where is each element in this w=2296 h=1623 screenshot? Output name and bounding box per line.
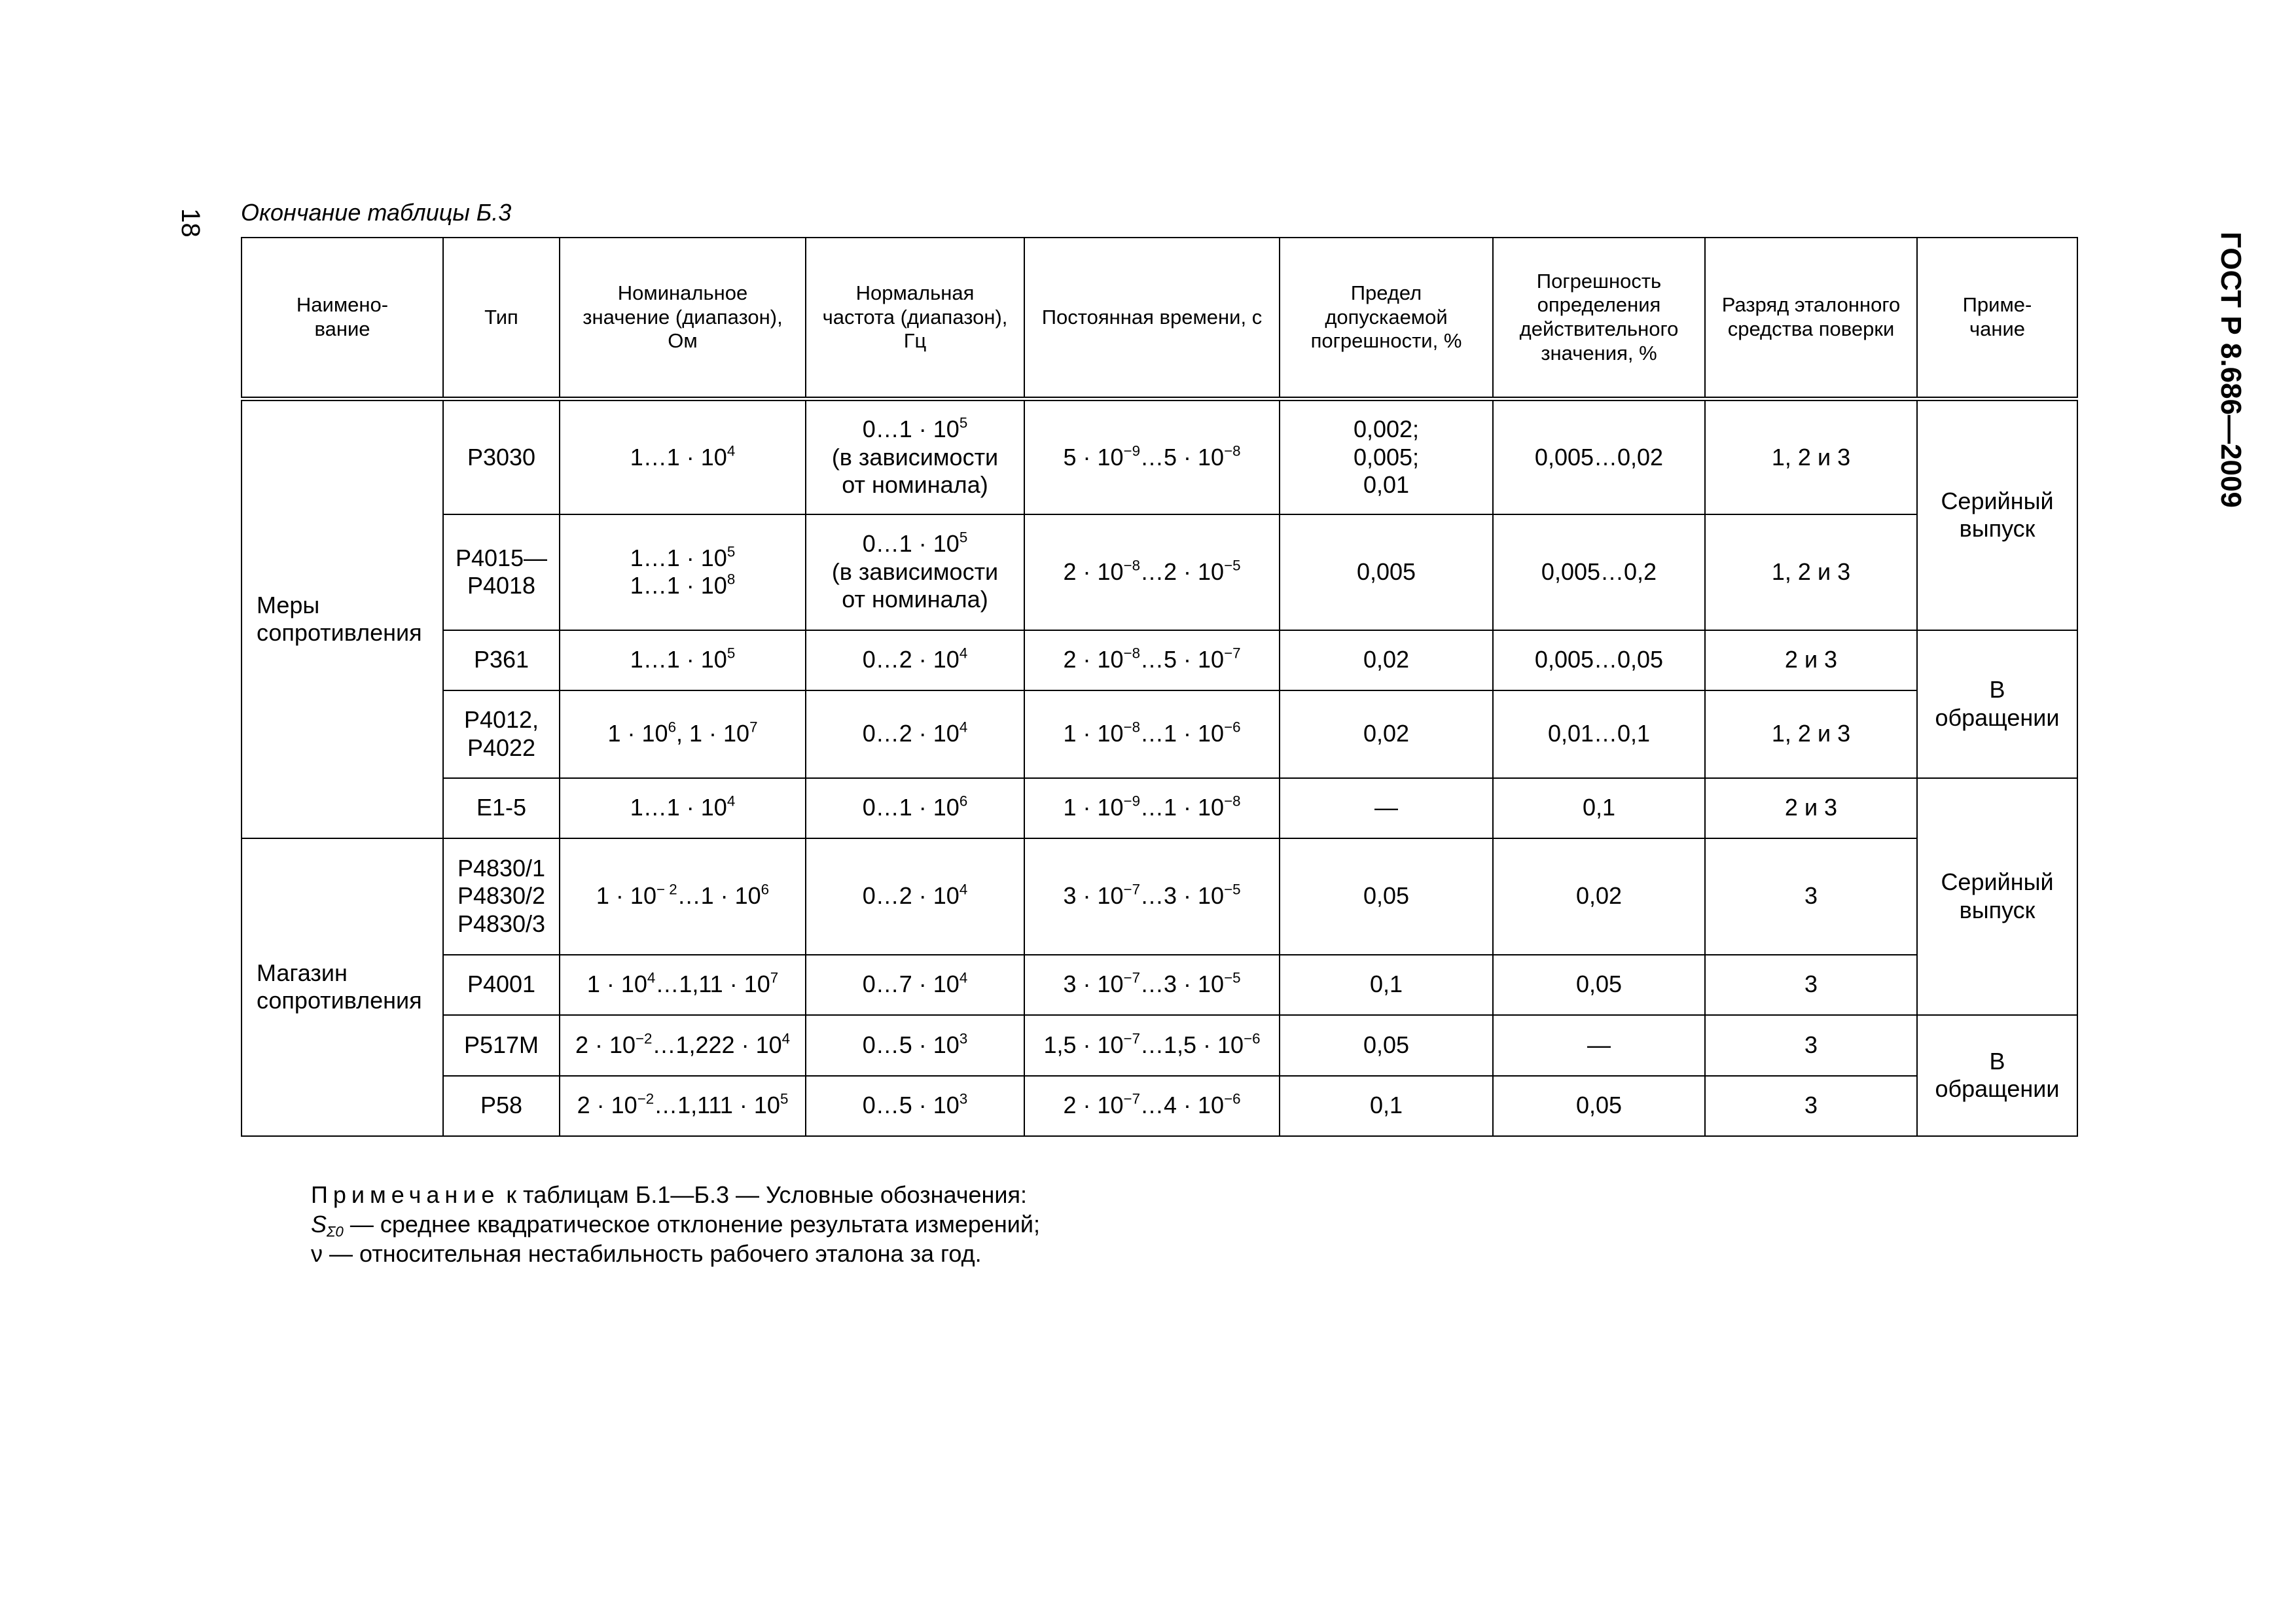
cell-type: Р361 — [443, 630, 560, 690]
cell-type: Р58 — [443, 1076, 560, 1136]
cell-error: 0,005…0,2 — [1493, 514, 1705, 630]
table-row — [242, 514, 2077, 630]
note-line-1 — [311, 1209, 1040, 1239]
cell-type: Р4012, Р4022 — [443, 690, 560, 778]
cell-limit: — — [1280, 778, 1493, 838]
col-header: Разряд эталонного средства поверки — [1705, 238, 1917, 399]
cell-remark: Серийный выпуск — [1917, 778, 2077, 1015]
table-row — [242, 690, 2077, 778]
cell-nominal: 1…1 · $10^5$ 1…1 · $10^8$ — [560, 514, 806, 630]
cell-type: Р4001 — [443, 955, 560, 1015]
note-label: Примечание — [311, 1181, 500, 1208]
cell-nominal: $2 \cdot 10^{-2}\dots 1,111 \cdot 10^5$ — [560, 1076, 806, 1136]
group-name: Меры сопротивления — [242, 399, 443, 838]
table-row — [242, 955, 2077, 1015]
cell-type: Р517М — [443, 1015, 560, 1076]
cell-nominal: 1…1 · $10^4$ — [560, 399, 806, 514]
table-row — [242, 1076, 2077, 1136]
cell-frequency: 0…1 · $10^5$ (в зависимости от номинала) — [806, 399, 1024, 514]
table-row — [242, 630, 2077, 690]
cell-limit: 0,02 — [1280, 690, 1493, 778]
note-text-1: — среднее квадратическое отклонение результата измерений; — [343, 1211, 1041, 1238]
cell-error: 0,01…0,1 — [1493, 690, 1705, 778]
col-header: Приме- чание — [1917, 238, 2077, 399]
table-caption: Окончание таблицы Б.3 — [241, 199, 512, 226]
note-symbol: $S_{\Sigma 0}$ — [311, 1211, 344, 1240]
cell-frequency: 0…7 · $10^4$ — [806, 955, 1024, 1015]
document-code: ГОСТ Р 8.686—2009 — [2215, 232, 2247, 508]
table-note — [311, 1180, 1040, 1268]
cell-time-constant: $2 \cdot 10^{-8}\dots 5 \cdot 10^{-7}$ — [1024, 630, 1280, 690]
cell-limit: 0,02 — [1280, 630, 1493, 690]
cell-error: 0,005…0,02 — [1493, 399, 1705, 514]
header-row — [242, 238, 2077, 399]
col-header: Постоянная времени, с — [1024, 238, 1280, 399]
cell-nominal: $1 \cdot 10^{- 2}\dots 1 \cdot 10^6$ — [560, 838, 806, 955]
cell-type: Е1-5 — [443, 778, 560, 838]
cell-grade: 1, 2 и 3 — [1705, 690, 1917, 778]
page-number: 18 — [175, 208, 205, 238]
cell-grade: 3 — [1705, 1076, 1917, 1136]
cell-error: — — [1493, 1015, 1705, 1076]
cell-remark: В обращении — [1917, 630, 2077, 778]
col-header: Предел допускаемой погрешности, % — [1280, 238, 1493, 399]
cell-frequency: 0…2 · $10^4$ — [806, 690, 1024, 778]
cell-error: 0,1 — [1493, 778, 1705, 838]
cell-frequency: 0…1 · $10^6$ — [806, 778, 1024, 838]
note-intro: к таблицам Б.1—Б.3 — Условные обозначения: — [499, 1181, 1027, 1208]
cell-limit: 0,1 — [1280, 955, 1493, 1015]
col-header: Тип — [443, 238, 560, 399]
cell-type: Р4015— Р4018 — [443, 514, 560, 630]
cell-grade: 3 — [1705, 1015, 1917, 1076]
cell-frequency: 0…2 · $10^4$ — [806, 838, 1024, 955]
cell-limit: 0,05 — [1280, 1015, 1493, 1076]
col-header: Наимено- вание — [242, 238, 443, 399]
cell-limit: 0,05 — [1280, 838, 1493, 955]
cell-error: 0,05 — [1493, 955, 1705, 1015]
cell-frequency: 0…1 · $10^5$ (в зависимости от номинала) — [806, 514, 1024, 630]
cell-time-constant: $5 \cdot 10^{-9}\dots 5 \cdot 10^{-8}$ — [1024, 399, 1280, 514]
cell-time-constant: $1 \cdot 10^{-8}\dots 1 \cdot 10^{-6}$ — [1024, 690, 1280, 778]
cell-limit: 0,005 — [1280, 514, 1493, 630]
cell-time-constant: $3 \cdot 10^{-7}\dots 3 \cdot 10^{-5}$ — [1024, 955, 1280, 1015]
cell-time-constant: $2 \cdot 10^{-7}\dots 4 \cdot 10^{-6}$ — [1024, 1076, 1280, 1136]
cell-error: 0,005…0,05 — [1493, 630, 1705, 690]
col-header: Нормальная частота (диапазон), Гц — [806, 238, 1024, 399]
table-row — [242, 778, 2077, 838]
cell-grade: 1, 2 и 3 — [1705, 514, 1917, 630]
cell-grade: 3 — [1705, 955, 1917, 1015]
cell-error: 0,02 — [1493, 838, 1705, 955]
cell-time-constant: $1 \cdot 10^{-9}\dots 1 \cdot 10^{-8}$ — [1024, 778, 1280, 838]
cell-grade: 1, 2 и 3 — [1705, 399, 1917, 514]
note-intro-line — [311, 1180, 1040, 1209]
cell-grade: 3 — [1705, 838, 1917, 955]
cell-limit: 0,002; 0,005; 0,01 — [1280, 399, 1493, 514]
cell-nominal: 1…1 · $10^5$ — [560, 630, 806, 690]
cell-type: Р4830/1 Р4830/2 Р4830/3 — [443, 838, 560, 955]
cell-time-constant: $3 \cdot 10^{-7}\dots 3 \cdot 10^{-5}$ — [1024, 838, 1280, 955]
table-row — [242, 838, 2077, 955]
cell-remark: Серийный выпуск — [1917, 399, 2077, 630]
table-row — [242, 1015, 2077, 1076]
cell-grade: 2 и 3 — [1705, 778, 1917, 838]
note-line-2: ν — относительная нестабильность рабочего эталона за год. — [311, 1240, 982, 1267]
cell-limit: 0,1 — [1280, 1076, 1493, 1136]
cell-nominal: $1 \cdot 10^4\dots 1,11 \cdot 10^7$ — [560, 955, 806, 1015]
cell-nominal: $1 \cdot 10^6$, $1 \cdot 10^7$ — [560, 690, 806, 778]
cell-error: 0,05 — [1493, 1076, 1705, 1136]
cell-time-constant: $1,5 \cdot 10^{-7}\dots 1,5 \cdot 10^{-6}$ — [1024, 1015, 1280, 1076]
col-header: Номинальное значение (диапазон), Ом — [560, 238, 806, 399]
cell-remark: В обращении — [1917, 1015, 2077, 1136]
resistance-standards-table — [241, 237, 2078, 1137]
cell-time-constant: $2 \cdot 10^{-8}\dots 2 \cdot 10^{-5}$ — [1024, 514, 1280, 630]
cell-nominal: 1…1 · $10^4$ — [560, 778, 806, 838]
cell-grade: 2 и 3 — [1705, 630, 1917, 690]
group-name: Магазин сопротивления — [242, 838, 443, 1136]
cell-frequency: 0…2 · $10^4$ — [806, 630, 1024, 690]
cell-frequency: 0…5 · $10^3$ — [806, 1076, 1024, 1136]
col-header: Погрешность определения действительного значения, % — [1493, 238, 1705, 399]
cell-nominal: $2 \cdot 10^{-2}\dots 1,222 \cdot 10^4$ — [560, 1015, 806, 1076]
cell-frequency: 0…5 · $10^3$ — [806, 1015, 1024, 1076]
table-row — [242, 399, 2077, 514]
cell-type: Р3030 — [443, 399, 560, 514]
